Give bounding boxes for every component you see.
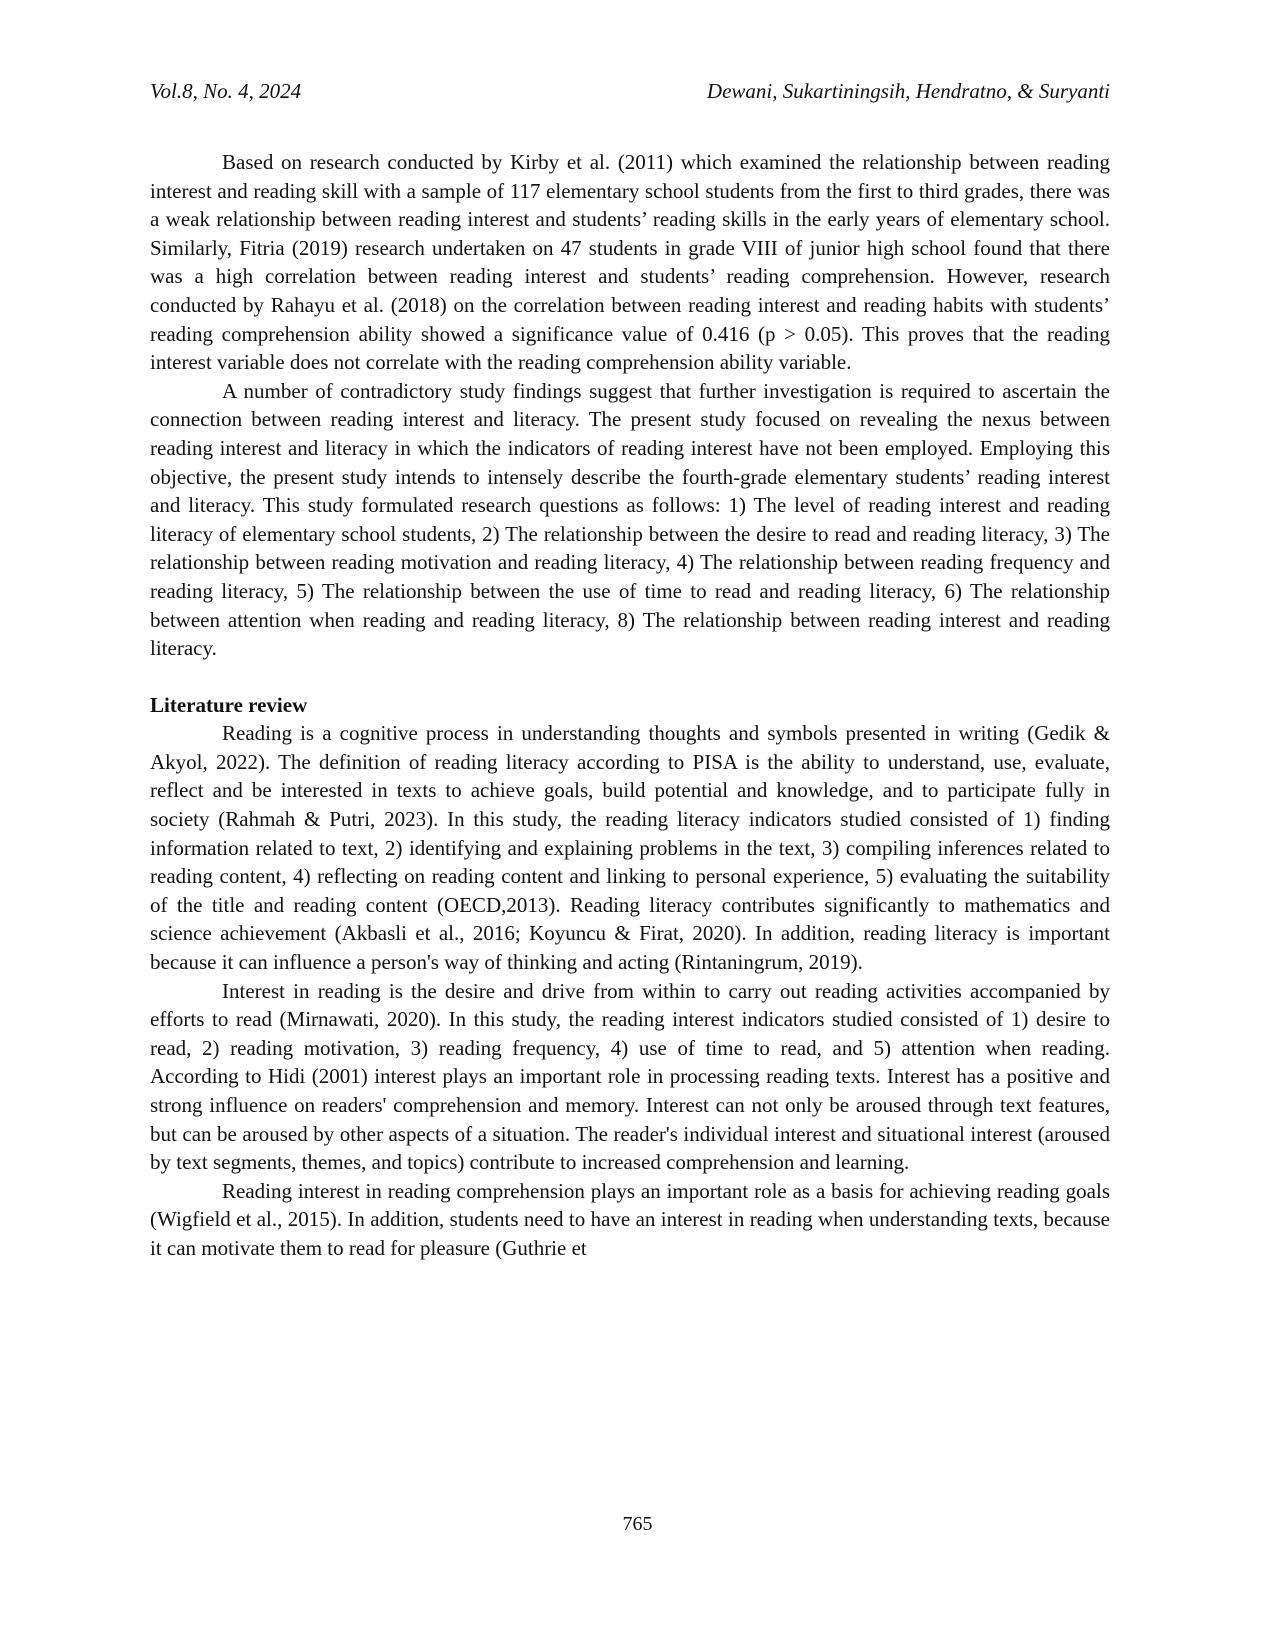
paragraph-intro-1: Based on research conducted by Kirby et al. (2011) which examined the relationship between reading interest and reading skill with a sample of 117 elementary school students from the first to third grades, there was a weak relationship between reading interest and students’ reading skills in the early years of elementary school. Similarly, Fitria (2019) research undertaken on 47 students in grade VIII of junior high school found that there was a high correlation between reading interest and students’ reading comprehension. However, research conducted by Rahayu et al. (2018) on the correlation between reading interest and reading habits with students’ reading comprehension ability showed a significance value of 0.416 (p > 0.05). This proves that the reading interest variable does not correlate with the reading comprehension ability variable.	[150, 150, 1110, 375]
section-heading-literature-review: Literature review	[150, 692, 308, 717]
page-body	[150, 148, 1110, 1263]
paragraph-intro-2: A number of contradictory study findings suggest that further investigation is required to ascertain the connection between reading interest and literacy. The present study focused on revealing the nexus between reading interest and literacy in which the indicators of reading interest have not been employed. Employing this objective, the present study intends to intensely describe the fourth-grade elementary students’ reading interest and literacy. This study formulated research questions as follows: 1) The level of reading interest and reading literacy of elementary school students, 2) The relationship between the desire to read and reading literacy, 3) The relationship between reading motivation and reading literacy, 4) The relationship between reading frequency and reading literacy, 5) The relationship between the use of time to read and reading literacy, 6) The relationship between attention when reading and reading literacy, 8) The relationship between reading interest and reading literacy.	[150, 378, 1110, 661]
running-header	[150, 76, 1110, 106]
paragraph-review-3: Reading interest in reading comprehension plays an important role as a basis for achieving reading goals (Wigfield et al., 2015). In addition, students need to have an interest in reading when understanding texts, because it can motivate them to read for pleasure (Guthrie et	[150, 1178, 1110, 1260]
journal-volume: Vol.8, No. 4, 2024	[150, 79, 302, 103]
paragraph-review-1: Reading is a cognitive process in understanding thoughts and symbols presented in writing (Gedik & Akyol, 2022). The definition of reading literacy according to PISA is the ability to understand, use, evaluate, reflect and be interested in texts to achieve goals, build potential and knowledge, and to participate fully in society (Rahmah & Putri, 2023). In this study, the reading literacy indicators studied consisted of 1) finding information related to text, 2) identifying and explaining problems in the text, 3) compiling inferences related to reading content, 4) reflecting on reading content and linking to personal experience, 5) evaluating the suitability of the title and reading content (OECD,2013). Reading literacy contributes significantly to mathematics and science achievement (Akbasli et al., 2016; Koyuncu & Firat, 2020). In addition, reading literacy is important because it can influence a person's way of thinking and acting (Rintaningrum, 2019).	[150, 721, 1110, 975]
page-number: 765	[622, 1513, 653, 1535]
header-authors: Dewani, Sukartiningsih, Hendratno, & Suryanti	[706, 79, 1110, 103]
paragraph-review-2: Interest in reading is the desire and drive from within to carry out reading activities accompanied by efforts to read (Mirnawati, 2020). In this study, the reading interest indicators studied consisted of 1) desire to read, 2) reading motivation, 3) reading frequency, 4) use of time to read, and 5) attention when reading. According to Hidi (2001) interest plays an important role in processing reading texts. Interest has a positive and strong influence on readers' comprehension and memory. Interest can not only be aroused through text features, but can be aroused by other aspects of a situation. The reader's individual interest and situational interest (aroused by text segments, themes, and topics) contribute to increased comprehension and learning.	[150, 978, 1110, 1175]
